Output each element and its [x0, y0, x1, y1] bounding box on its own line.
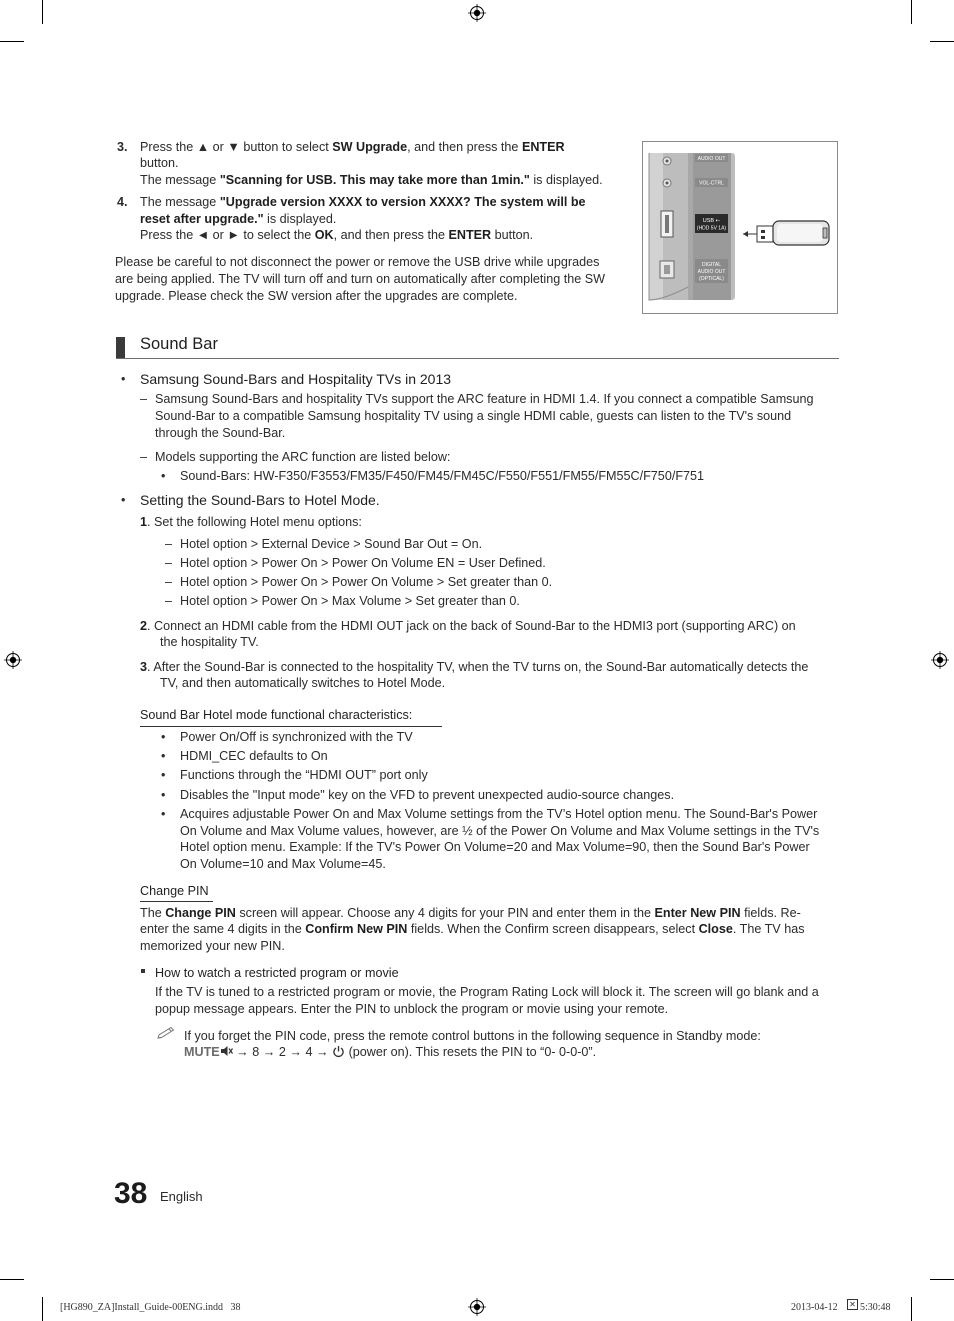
mute-speaker-icon — [220, 1045, 233, 1057]
text: is displayed. — [529, 173, 603, 187]
list-item: Power On/Off is synchronized with the TV — [180, 730, 413, 744]
paragraph-line: popup message appears. Enter the PIN to unblock the program or movie using your remote. — [155, 1002, 669, 1016]
subheading: Samsung Sound-Bars and Hospitality TVs in 2013 — [140, 371, 452, 387]
note-line-1: If you forget the PIN code, press the remote control buttons in the following sequence in Standby mode: — [184, 1029, 761, 1043]
step-4-line-1 — [140, 194, 586, 211]
enter-key: ENTER — [448, 228, 492, 242]
footer-file-name: [HG890_ZA]Install_Guide-00ENG.indd 38 — [60, 1302, 241, 1313]
change-pin-line-1 — [140, 905, 801, 922]
text: Press the ▲ or ▼ button to select — [140, 140, 333, 154]
square-bullet — [141, 969, 145, 973]
text: , and then press the — [333, 228, 449, 242]
text: screen will appear. Choose any 4 digits for your PIN and enter them in the — [235, 906, 655, 920]
text: enter the same 4 digits in the — [140, 922, 306, 936]
paragraph-line: Models supporting the ARC function are listed below: — [155, 450, 451, 464]
field-name: Confirm New PIN — [305, 922, 408, 936]
crop-mark — [911, 1297, 912, 1321]
list-item-continued: On Volume and Max Volume values, however, are ½ of the Power On Volume and Max Volume settings in the TV's — [180, 824, 820, 838]
hotel-option-line: Hotel option > Power On > Power On Volume > Set greater than 0. — [180, 575, 553, 589]
change-pin-heading: Change PIN — [140, 884, 209, 898]
tv-side-panel-illustration — [643, 142, 837, 313]
usb-port-figure — [642, 141, 838, 314]
step-3-line-3 — [140, 172, 603, 189]
crop-mark — [911, 0, 912, 24]
bullet-dot: • — [161, 768, 166, 782]
text: . Set the following Hotel menu options: — [147, 515, 362, 529]
bullet-dot: • — [121, 493, 126, 507]
heading-underline — [140, 901, 213, 902]
port-label: (HDD 5V 1A) — [696, 225, 727, 232]
menu-item-sw-upgrade: SW Upgrade — [332, 140, 408, 154]
caution-line: Please be careful to not disconnect the power or remove the USB drive while upgrades — [115, 255, 600, 269]
footer-clock-icon: ✕ — [847, 1299, 858, 1310]
step-number: 3 — [140, 660, 148, 674]
hotel-option-line: Hotel option > Power On > Power On Volume EN = User Defined. — [180, 556, 546, 570]
field-name: Enter New PIN — [654, 906, 741, 920]
text: , and then press the — [407, 140, 522, 154]
list-item-continued: Hotel option menu. Example: If the TV's Power On Volume=20 and Max Volume=90, then the Sound Bar's Power — [180, 840, 810, 854]
subheading: Setting the Sound-Bars to Hotel Mode. — [140, 492, 380, 508]
text: is displayed. — [263, 212, 337, 226]
text: Press the ◄ or ► to select the — [140, 228, 315, 242]
bullet-dot: • — [161, 469, 166, 483]
text: . The TV has — [732, 922, 805, 936]
caution-line: are being applied. The TV will turn off and turn on automatically after completing the SW — [115, 272, 606, 286]
text: (power on). This resets the PIN to “0- 0-0-0”. — [345, 1045, 597, 1059]
enter-key: ENTER — [521, 140, 565, 154]
model-list: Sound-Bars: HW-F350/F3553/FM35/F450/FM45/FM45C/F550/F551/FM55/FM55C/F750/F751 — [180, 469, 705, 483]
port-label: DIGITAL — [701, 262, 722, 268]
step-number: 4. — [117, 195, 128, 209]
footer-time: 5:30:48 — [860, 1302, 891, 1313]
dash: – — [165, 594, 173, 608]
port-label: USB ⇠ — [702, 218, 721, 224]
step-number: 1 — [140, 515, 148, 529]
bullet-dot: • — [161, 749, 166, 763]
numbered-step-1 — [140, 514, 362, 531]
list-item: Acquires adjustable Power On and Max Volume settings from the TV’s Hotel option menu. The Sound-Bar's Power — [180, 807, 818, 821]
registration-mark-icon — [4, 651, 22, 669]
text: The message — [140, 195, 220, 209]
characteristics-heading: Sound Bar Hotel mode functional characteristics: — [140, 708, 413, 722]
section-title: Sound Bar — [140, 335, 218, 353]
text: . After the Sound-Bar is connected to the hospitality TV, when the TV turns on, the Sound-Bar automatically detects the — [147, 660, 809, 674]
port-label: (OPTICAL) — [699, 276, 724, 282]
text: The message — [140, 173, 220, 187]
list-item: Disables the "Input mode" key on the VFD to prevent unexpected audio-source changes. — [180, 788, 675, 802]
paragraph-line: the hospitality TV. — [160, 635, 259, 649]
dash: – — [165, 537, 173, 551]
step-number: 2 — [140, 619, 148, 633]
crop-mark — [930, 41, 954, 42]
list-item: Functions through the “HDMI OUT” port only — [180, 768, 428, 782]
screen-name: Change PIN — [165, 906, 236, 920]
change-pin-line-2 — [140, 921, 805, 938]
button-name: Close — [698, 922, 733, 936]
numbered-step-3 — [140, 659, 808, 676]
paragraph-line: Sound-Bar to a compatible Samsung hospitality TV using a single HDMI cable, guests can listen to the TV's sound — [155, 409, 792, 423]
crop-mark — [42, 0, 43, 24]
crop-mark — [930, 1279, 954, 1280]
message-text: "Upgrade version XXXX to version XXXX? The system will be — [219, 195, 586, 209]
list-item: HDMI_CEC defaults to On — [180, 749, 328, 763]
numbered-step-2 — [140, 618, 796, 635]
text: button. — [491, 228, 534, 242]
crop-mark — [42, 1297, 43, 1321]
dash: – — [140, 450, 148, 464]
port-label: AUDIO OUT — [697, 156, 726, 162]
paragraph-line: Samsung Sound-Bars and hospitality TVs support the ARC feature in HDMI 1.4. If you connect a compatible Samsung — [155, 392, 814, 406]
step-4-line-2 — [140, 211, 336, 228]
sub-bullet-heading: How to watch a restricted program or movie — [155, 966, 399, 980]
step-3-line-1 — [140, 139, 565, 156]
dash: – — [140, 392, 148, 406]
paragraph-line: TV, and then automatically switches to Hotel Mode. — [160, 676, 446, 690]
bullet-dot: • — [161, 788, 166, 802]
paragraph-line: through the Sound-Bar. — [155, 426, 286, 440]
port-label: AUDIO OUT — [697, 269, 726, 275]
step-4-line-3 — [140, 227, 533, 244]
crop-mark — [0, 1279, 24, 1280]
registration-mark-icon — [468, 1298, 486, 1316]
page-number: 38 — [114, 1177, 148, 1210]
change-pin-line-3: memorized your new PIN. — [140, 939, 285, 953]
note-line-2 — [184, 1044, 596, 1061]
text: The — [140, 906, 166, 920]
port-label: VOL-CTRL — [699, 180, 724, 187]
paragraph-line: If the TV is tuned to a restricted program or movie, the Program Rating Lock will block it. The screen will go blank and a — [155, 985, 819, 999]
hotel-option-line: Hotel option > External Device > Sound Bar Out = On. — [180, 537, 483, 551]
text: . Connect an HDMI cable from the HDMI OUT jack on the back of Sound-Bar to the HDMI3 port (supporting ARC) on — [147, 619, 796, 633]
text: fields. Re- — [740, 906, 801, 920]
section-marker — [116, 337, 125, 358]
message-text: reset after upgrade." — [140, 212, 264, 226]
message-text: "Scanning for USB. This may take more than 1min." — [219, 173, 530, 187]
bullet-dot: • — [121, 372, 126, 386]
key-sequence: → 8 → 2 → 4 → — [232, 1045, 333, 1059]
page-language: English — [160, 1189, 203, 1204]
section-divider — [116, 358, 839, 359]
list-item-continued: On Volume=10 and Max Volume=45. — [180, 857, 386, 871]
step-number: 3. — [117, 140, 128, 154]
ok-key: OK — [314, 228, 334, 242]
footer-date: 2013-04-12 — [791, 1302, 838, 1313]
bullet-dot: • — [161, 807, 166, 821]
mute-key: MUTE — [184, 1045, 220, 1059]
registration-mark-icon — [931, 651, 949, 669]
dash: – — [165, 575, 173, 589]
power-icon — [332, 1045, 345, 1058]
dash: – — [165, 556, 173, 570]
crop-mark — [0, 41, 24, 42]
hotel-option-line: Hotel option > Power On > Max Volume > Set greater than 0. — [180, 594, 520, 608]
heading-underline — [140, 726, 442, 727]
step-3-line-2: button. — [140, 156, 179, 170]
registration-mark-icon — [468, 4, 486, 22]
text: fields. When the Confirm screen disappears, select — [407, 922, 699, 936]
caution-line: upgrade. Please check the SW version after the upgrades are complete. — [115, 289, 518, 303]
note-pencil-icon — [156, 1026, 176, 1040]
bullet-dot: • — [161, 730, 166, 744]
